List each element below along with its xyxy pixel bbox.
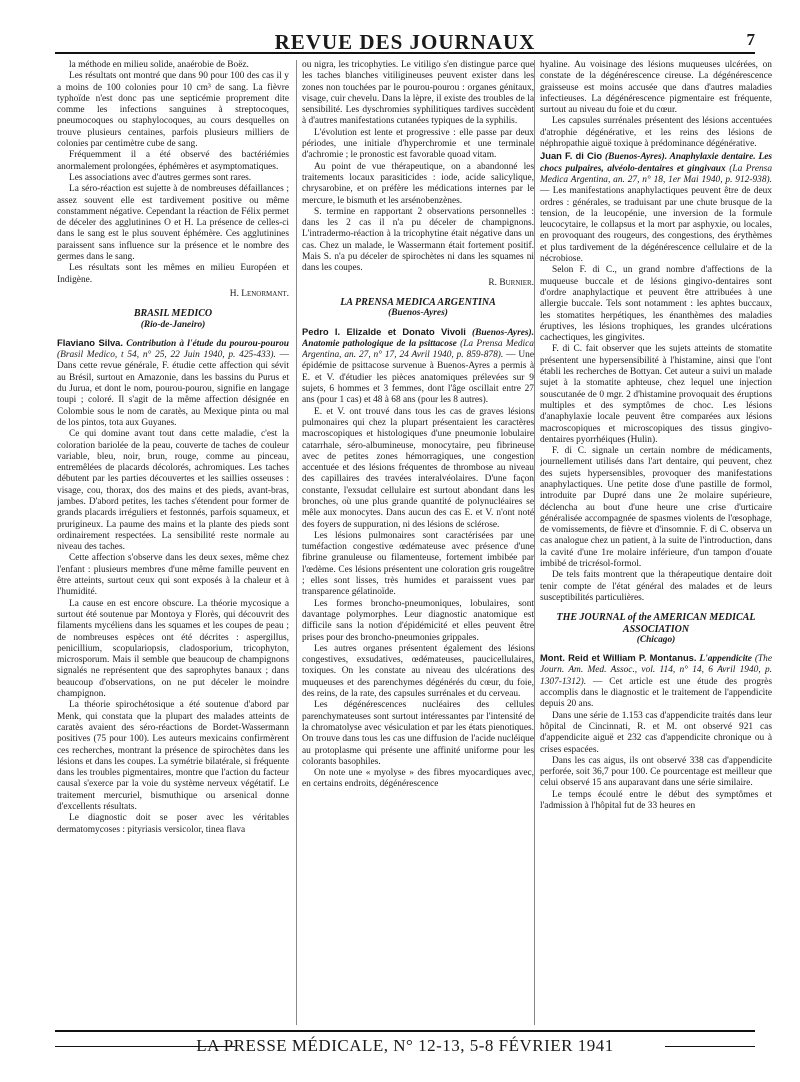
article-title: (Buenos-Ayres). Anaphylaxie dentaire. Les chocs pulpaires, alvéolo-dentaires et gingivaux [540, 152, 772, 174]
paragraph: Le temps écoulé entre le début des symptômes et l'admission à l'hôpital fut de 33 heures en [540, 789, 772, 811]
paragraph: Les résultats ont montré que dans 90 pour 100 des cas il y a moins de 100 colonies pour 10 cm³ de sang. La fièvre typhoïde n'est donc pas une septicémie proprement dite comme les infections sanguines à streptocoques, pneumocoques ou staphylocoques, au cours desquelles on trouve plusieurs centaines, parfois plusieurs milliers de colonies par centimètre cube de sang. [57, 71, 289, 150]
journal-name: LA PRENSA MEDICA ARGENTINA [340, 296, 496, 308]
paragraph: Les capsules surrénales présentent des lésions accentuées d'atrophie dégénérative, et les reins des lésions de néphropathie aiguë toxique à prédominance dégénérative. [540, 116, 772, 150]
paragraph: Les formes broncho-pneumoniques, lobulaires, sont davantage polymorphes. Leur diagnostic anatomique est difficile sans la notion d'épidémicité et elles peuvent être prises pour des broncho-pneumonies grippales. [302, 598, 534, 643]
article-abstract [540, 150, 772, 265]
column-3 [540, 60, 772, 1025]
article-authors: Flaviano Silva. [57, 336, 123, 348]
paragraph: ou nigra, les tricophyties. Le vitiligo s'en distingue parce que les taches blanches vitiligineuses peuvent exister dans les zones non touchées par le pourou-pourou : organes génitaux, visage, cuir chevelu. Dans la lèpre, il existe des troubles de la sensibilité. Les dyschromies syphilitiques tardives succèdent à d'autres manifestations cutanées typiques de la syphilis. [302, 60, 534, 127]
journal-name: BRASIL MEDICO [133, 308, 213, 320]
paragraph: Dans les cas aigus, ils ont observé 338 cas d'appendicite perforée, soit 36,7 pour 100. Ce pourcentage est meilleur que celui observé 15 ans auparavant dans une série similaire. [540, 755, 772, 789]
paragraph: La séro-réaction est sujette à de nombreuses défaillances ; assez souvent elle est tardivement positive ou même constamment négative. Cependant la réaction de Félix permet de déceler des agglutinines O et H. La présence de celles-ci dans le sang est le plus souvent éphémère. Ces agglutinines paraissent sans influence sur la présence et le nombre des germes dans le sang. [57, 184, 289, 263]
article-reference: (Brasil Medico, t 54, n° 25, 22 Juin 1940, p. 425-433). [57, 350, 276, 361]
page-header [55, 30, 755, 54]
article-reference: (La Prensa Medica Argentina, an. 27, n° 18, 1er Mai 1940, p. 912-938). [540, 163, 772, 185]
paragraph: L'évolution est lente et progressive : elle passe par deux périodes, une initiale d'hyperchromie et une terminale d'achromie ; le pronostic est favorable quoad vitam. [302, 127, 534, 161]
article-authors: Mont. Reid et William P. Montanus. [540, 652, 697, 664]
column-divider-1 [296, 60, 297, 1025]
article-abstract [57, 337, 289, 429]
paragraph: Cette affection s'observe dans les deux sexes, même chez l'enfant : plusieurs membres d'une même famille peuvent en être atteints, surtout ceux qui sont exposés à la chaleur et à l'humidité. [57, 553, 289, 598]
paragraph: F. di C. signale un certain nombre de médicaments, journellement utilisés dans l'art dentaire, qui peuvent, chez des sujets hypersensibles, provoquer des manifestations anaphylactiques. Une petite dose d'une pastille de formol, introduite par Dupré dans une 2e molaire supérieure, déclencha au bout d'une heure une crise d'urticaire généralisée accompagnée de spasmes violents de l'œsophage, de vomissements, de fièvre et d'insomnie. F. di C. observa un cas analogue chez un patient, à la suite de l'introduction, dans la cavité d'une 1re molaire inférieure, d'un tampon d'ouate imbibé de tricrésol-formol. [540, 446, 772, 570]
paragraph: hyaline. Au voisinage des lésions muqueuses ulcérées, on constate de la dégénérescence cireuse. La dégénérescence graisseuse est moins accusée que dans d'autres maladies infectieuses. La dégénérescence pigmentaire est fréquente, surtout au niveau du foie et du cœur. [540, 60, 772, 116]
article-title: L'appendicite [699, 654, 752, 665]
footer-rule-right [665, 1046, 755, 1047]
paragraph: Le diagnostic doit se poser avec les véritables dermatomycoses : pityriasis versicolor, tinea flava [57, 813, 289, 835]
paragraph: Les lésions pulmonaires sont caractérisées par une tuméfaction congestive œdémateuse avec présence d'une fibrine granuleuse ou filamenteuse, fortement imbibée par l'œdème. Ces lésions présentent une coloration gris rougeâtre ; elles sont lisses, très humides et paraissent vues par transparence gélatinoïde. [302, 530, 534, 598]
article-title: Contribution à l'étude du pourou-pourou [126, 338, 289, 349]
paragraph: la méthode en milieu solide, anaérobie de Boëz. [69, 60, 249, 70]
paragraph: Les associations avec d'autres germes sont rares. [69, 172, 252, 183]
paragraph: F. di C. fait observer que les sujets atteints de stomatite présentent une hypersensibilité à l'histamine, ainsi que l'ont établi les recherches de Bottyan. Cet auteur a suivi un malade sujet à la stomatite aphteuse, chez lequel une injection souscutanée de 0 mgr. 2 d'histamine provoquait des éruptions multiples et des symptômes de choc. Les lésions d'anaphylaxie locale peuvent être comparées aux lésions macroscopiques et microscopiques des tissus gingivo-dentaires pyorrhéiques (Hulin). [540, 344, 772, 445]
journal-city: (Buenos-Ayres) [388, 308, 448, 319]
article-text: — Une épidémie de psittacose survenue à Buenos-Ayres a permis à E. et V. d'étudier les pièces anatomiques prélevées sur 9 sujets, 6 hommes et 3 femmes, dont l'âge oscillait entre 27 ans (pour 1 cas) et 48 à 68 ans (pour les 8 autres). [302, 350, 534, 406]
article-abstract [302, 326, 534, 407]
paragraph: S. termine en rapportant 2 observations personnelles : dans les 2 cas il n'a pu déceler de champignons. L'intradermo-réaction à la tricophytine était négative dans un cas. Chez un malade, le Wassermann était fortement positif. Mais S. n'a pu déceler de spirochètes ni dans les squames ni dans les coupes. [302, 206, 534, 274]
article-abstract [540, 652, 772, 710]
paragraph: La cause en est encore obscure. La théorie mycosique a surtout été soutenue par Montoya y Florès, qui découvrit des filaments mycéliens dans les squames et les coupes de peau ; de nombreuses espèces ont été décrites : aspergillus, penicillium, scopulariopsis, cladosporium, tricophyton, microsporum. Mais il semble que beaucoup de champignons signalés ne représentent que des saprophytes banaux ; dans beaucoup d'observations, on ne put déceler le moindre champignon. [57, 598, 289, 700]
article-text: — Les manifestations anaphylactiques peuvent être de deux ordres : générales, se traduisant par une chute brusque de la tension, de la leucopénie, une inversion de la formule leucocytaire, le collapsus et la mort par asphyxie, ou locales, en provoquant des rougeurs, des congestions, des érythèmes et plus tardivement de la dégénérescence cellulaire et de la nécrobiose. [540, 186, 772, 265]
paragraph: Dans une série de 1.153 cas d'appendicite traités dans leur hôpital de Cincinnati, R. et M. ont observé 921 cas d'appendicite aiguë et 232 cas d'appendicite chronique ou à crises espacées. [540, 710, 772, 755]
column-1 [57, 60, 289, 1025]
page-number: 7 [746, 30, 755, 49]
author-signature: R. Burnier. [488, 277, 534, 288]
journal-name: THE JOURNAL of the AMERICAN MEDICAL ASSOCIATION [556, 612, 756, 635]
article-title: (Buenos-Ayres). Anatomie pathologique de la psittacose [302, 327, 534, 349]
article-text: — Dans cette revue générale, F. étudie cette affection qui sévit au Brésil, surtout en Amazonie, dans les bassins du Purus et du Jurua, et dont le nom, pourou-pourou, signifie en langage toupi ; coloré. Il s'agit de la même affection désignée en Colombie sous le nom de caratès, au Mexique pinta ou mal de los pintos, tota aux Guyanes. [57, 350, 289, 428]
journal-city: (Chicago) [636, 634, 676, 645]
paragraph: De tels faits montrent que la thérapeutique dentaire doit tenir compte de l'état général des malades et de leurs susceptibilités particulières. [540, 570, 772, 603]
paragraph: Les dégénérescences nucléaires des cellules parenchymateuses sont surtout intéressantes par l'intensité de la chromatolyse avec vésiculation et par les états pienotiques. On trouve dans tous les cas une diffusion de l'acide nucléique au protoplasme qui présente une affinité uniforme pour les colorants basophiles. [302, 700, 534, 767]
running-title: REVUE DES JOURNAUX [274, 30, 536, 54]
paragraph: E. et V. ont trouvé dans tous les cas de graves lésions pulmonaires qui chez la plupart présentaient les caractères macroscopiques et histologiques d'une pneumonie lobulaire catarrhale, séro-albumineuse, monocytaire, peu fibrineuse avec de petites zones hémorragiques, une congestion accentuée et des lésions fréquentes de thrombose au niveau des capillaires des travées interalvéolaires. D'une façon constante, l'exsudat cellulaire est surtout abondant dans les bronches, où une plus grande quantité de polynucléaires se mêle aux monocytes. Dans aucun des cas E. et V. n'ont noté des foyers de suppuration, ni des lésions de sclérose. [302, 406, 534, 530]
footer-imprint: LA PRESSE MÉDICALE, N° 12-13, 5-8 FÉVRIER 1941 [196, 1036, 614, 1055]
paragraph: Au point de vue thérapeutique, on a abandonné les traitements locaux parasiticides : iode, acide salicylique, chrysarobine, et on préfère les médications internes par le mercure, le bismuth et les arsénobenzènes. [302, 161, 534, 206]
paragraph: Ce qui domine avant tout dans cette maladie, c'est la coloration bariolée de la peau, couverte de taches de couleur variable, bleu, noir, brun, rouge, comme au pinceau, entremêlées de placards décolorés, achromiques. Les taches débutent par les parties découvertes et les saillies osseuses : visage, cou, thorax, dos des mains et des pieds, avant-bras, jambes. D'abord petites, les taches s'étendent pour former de grands placards irréguliers et festonnés, parfois squameux, et prurigineux. La paume des mains et la plante des pieds sont ordinairement respectées. La sensibilité reste normale au niveau des taches. [57, 429, 289, 553]
article-authors: Pedro I. Elizalde et Donato Vivoli [302, 325, 466, 337]
paragraph: Les résultats sont les mêmes en milieu Européen et Indigène. [57, 263, 289, 285]
column-divider-2 [534, 60, 535, 1025]
article-authors: Juan F. di Cio [540, 150, 603, 162]
paragraph: Fréquemment il a été observé des bactériémies anormalement prolongées, éphémères et asymptomatiques. [57, 150, 289, 172]
paragraph: Les autres organes présentent également des lésions congestives, exsudatives, œdémateuses, paucicellulaires, toxiques. On les constate au niveau des ulcérations des muqueuses et des parenchymes dégénérés du cœur, du foie, des reins, de la rate, des capsules surrénales et du cerveau. [302, 643, 534, 700]
column-2 [302, 60, 534, 1025]
paragraph: On note une « myolyse » des fibres myocardiques avec, en certains endroits, dégénérescence [302, 768, 534, 790]
paragraph: Selon F. di C., un grand nombre d'affections de la muqueuse buccale et de lésions gingivo-dentaires sont d'ordre anaphylactique et peuvent être attribuées à une allergie buccale. Tels sont notamment : les aphtes buccaux, les stomatites herpétiques, les énanthèmes des maladies éruptives, les lésions trophiques, les grandes ulcérations cachectiques, les gingivites. [540, 265, 772, 344]
journal-city: (Rio-de-Janeiro) [140, 319, 206, 330]
paragraph: La théorie spirochétosique a été soutenue d'abord par Menk, qui constata que la plupart des malades atteints de caratès avaient des séro-réactions de Bordet-Wassermann positives (75 pour 100). Les auteurs mexicains confirmèrent ces recherches, montrant la présence de spirochètes dans les lésions et dans les coupes. La symétrie bilatérale, si fréquente dans les troubles pigmentaires, montre que l'action du facteur causal s'exerce par la voie du système nerveux végétatif. Le traitement mercuriel, bismuthique ou arsenical donne d'excellents résultats. [57, 700, 289, 812]
article-reference: (The Journ. Am. Med. Assoc., vol. 114, n° 14, 6 Avril 1940, p. 1307-1312). [540, 654, 772, 687]
article-text: — Cet article est une étude des progrès accomplis dans le diagnostic et le traitement de l'appendicite depuis 20 ans. [540, 676, 772, 710]
page-footer [55, 1030, 755, 1060]
author-signature: H. Lenormant. [229, 288, 289, 299]
article-reference: (La Prensa Medica Argentina, an. 27, n° 17, 24 Avril 1940, p. 859-878). [302, 338, 534, 361]
